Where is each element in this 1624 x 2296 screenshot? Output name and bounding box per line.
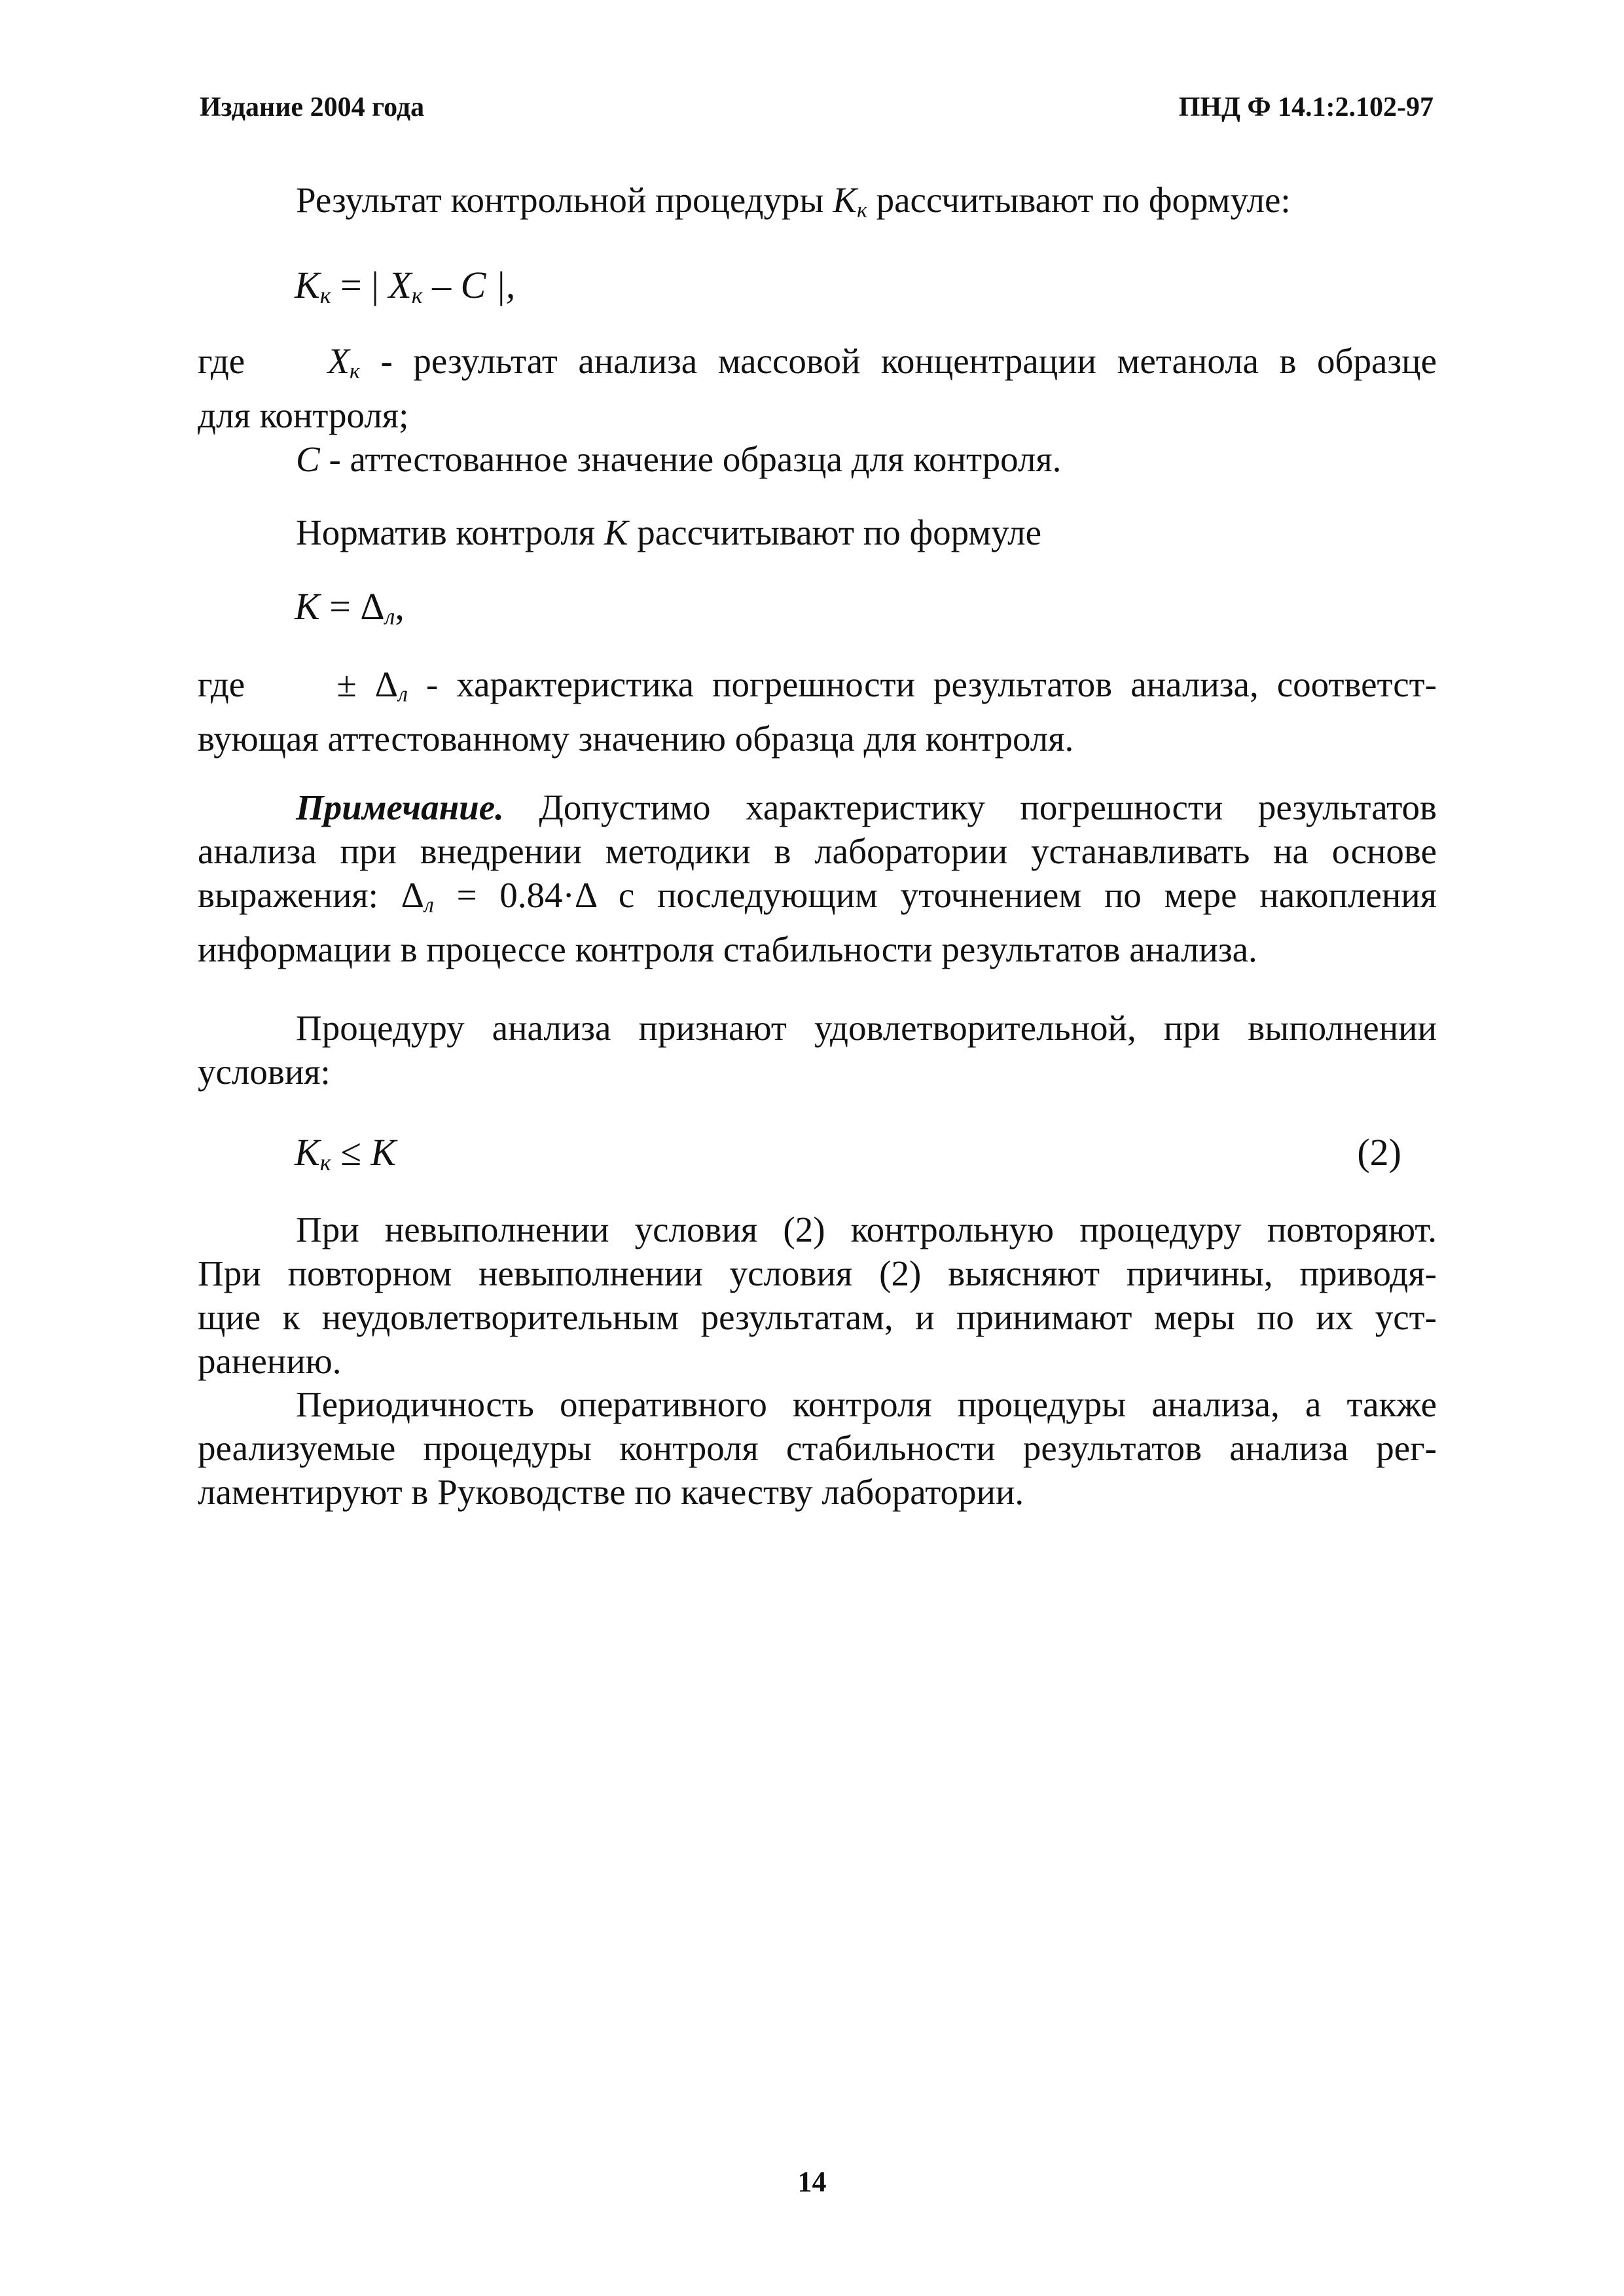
where1-line1-text: - результат анализа массовой концентрации метанола в образце	[360, 341, 1437, 381]
formula-k	[295, 584, 405, 630]
p1-text-after: рассчитывают по формуле:	[867, 180, 1291, 220]
header-edition: Издание 2004 года	[200, 92, 425, 122]
paragraph-result-formula-intro	[296, 178, 1291, 232]
where2-pm: ± Δ	[336, 664, 399, 704]
note-line2: анализа при внедрении методики в лаборатории устанавливать на основе	[198, 831, 1437, 871]
header-document-code: ПНД Ф 14.1:2.102-97	[1178, 92, 1434, 122]
note-line1	[198, 785, 1437, 829]
f3-lhs: K	[295, 1131, 320, 1174]
paragraph-repeat	[198, 1208, 1437, 1383]
formula-condition	[295, 1130, 396, 1176]
where-block-1	[198, 339, 1437, 481]
note-line1-text: Допустимо характеристику погрешности результатов	[503, 787, 1437, 827]
note-line3-sub: л	[424, 893, 434, 918]
f1-lhs-sub: к	[319, 281, 331, 308]
f1-x: X	[388, 264, 412, 306]
where1-c-var: C	[296, 439, 320, 479]
p1-text-before: Результат контрольной процедуры	[296, 180, 833, 220]
p4-line2: При повторном невыполнении условия (2) выясняют причины, приводя-	[198, 1253, 1437, 1293]
where1-x-sub: к	[350, 359, 360, 384]
where2-word: где	[198, 664, 245, 704]
f2-sub: л	[384, 603, 395, 630]
p4-line3: щие к неудовлетворительным результатам, и принимают меры по их уст-	[198, 1297, 1437, 1337]
f1-x-sub: к	[411, 281, 423, 308]
where1-c-line	[198, 437, 1437, 481]
p3-line1: Процедуру анализа признают удовлетворительной, при выполнении	[296, 1008, 1437, 1048]
formula-kk	[295, 263, 515, 309]
where-block-2	[198, 662, 1437, 761]
where1-x: X	[327, 341, 350, 381]
note-line3-b: = 0.84·Δ с последующим уточнением по мере накопления	[433, 875, 1437, 915]
where2-line2: вующая аттестованному значению образца для контроля.	[198, 718, 1074, 759]
p2-text-before: Норматив контроля	[296, 512, 604, 552]
f1-rest: – C |,	[422, 264, 516, 306]
p5-line3: ламентируют в Руководстве по качеству лаборатории.	[198, 1472, 1024, 1512]
note-line4: информации в процессе контроля стабильности результатов анализа.	[198, 929, 1257, 969]
p1-var: K	[833, 180, 857, 220]
f2-end: ,	[395, 585, 405, 628]
p2-var: K	[604, 512, 628, 552]
f2-eq: = Δ	[319, 585, 385, 628]
formula-number: (2)	[1357, 1131, 1401, 1174]
paragraph-acceptance	[198, 1006, 1437, 1094]
p2-text-after: рассчитывают по формуле	[628, 512, 1042, 552]
p5-line2: реализуемые процедуры контроля стабильности результатов анализа рег-	[198, 1428, 1437, 1468]
p5-line1: Периодичность оперативного контроля процедуры анализа, а также	[296, 1384, 1437, 1424]
note-label: Примечание.	[296, 787, 504, 827]
where2-line1-text: - характеристика погрешности результатов анализа, соответст-	[407, 664, 1437, 704]
where2-line1	[198, 662, 1437, 717]
paragraph-norm-formula-intro	[296, 511, 1041, 554]
note-line3	[198, 873, 1437, 927]
p1-var-sub: к	[856, 198, 867, 223]
f2-lhs: K	[295, 585, 320, 628]
f3-lhs-sub: к	[319, 1149, 331, 1175]
where1-word: где	[198, 341, 245, 381]
p4-line4: ранению.	[198, 1341, 342, 1381]
p3-line2: условия:	[198, 1052, 331, 1092]
where2-sub: л	[398, 682, 408, 707]
page-number: 14	[797, 2166, 827, 2198]
where1-line1	[198, 339, 1437, 393]
paragraph-periodicity	[198, 1382, 1437, 1514]
f3-rest: ≤ K	[331, 1131, 397, 1174]
where1-c-text: - аттестованное значение образца для контроля.	[319, 439, 1062, 479]
p4-line1: При невыполнении условия (2) контрольную процедуру повторяют.	[296, 1210, 1437, 1249]
note-block	[198, 785, 1437, 971]
note-line3-a: выражения: Δ	[198, 875, 425, 915]
f1-lhs: K	[295, 264, 320, 306]
f1-eq: = |	[331, 264, 389, 306]
where1-line2: для контроля;	[198, 395, 409, 435]
